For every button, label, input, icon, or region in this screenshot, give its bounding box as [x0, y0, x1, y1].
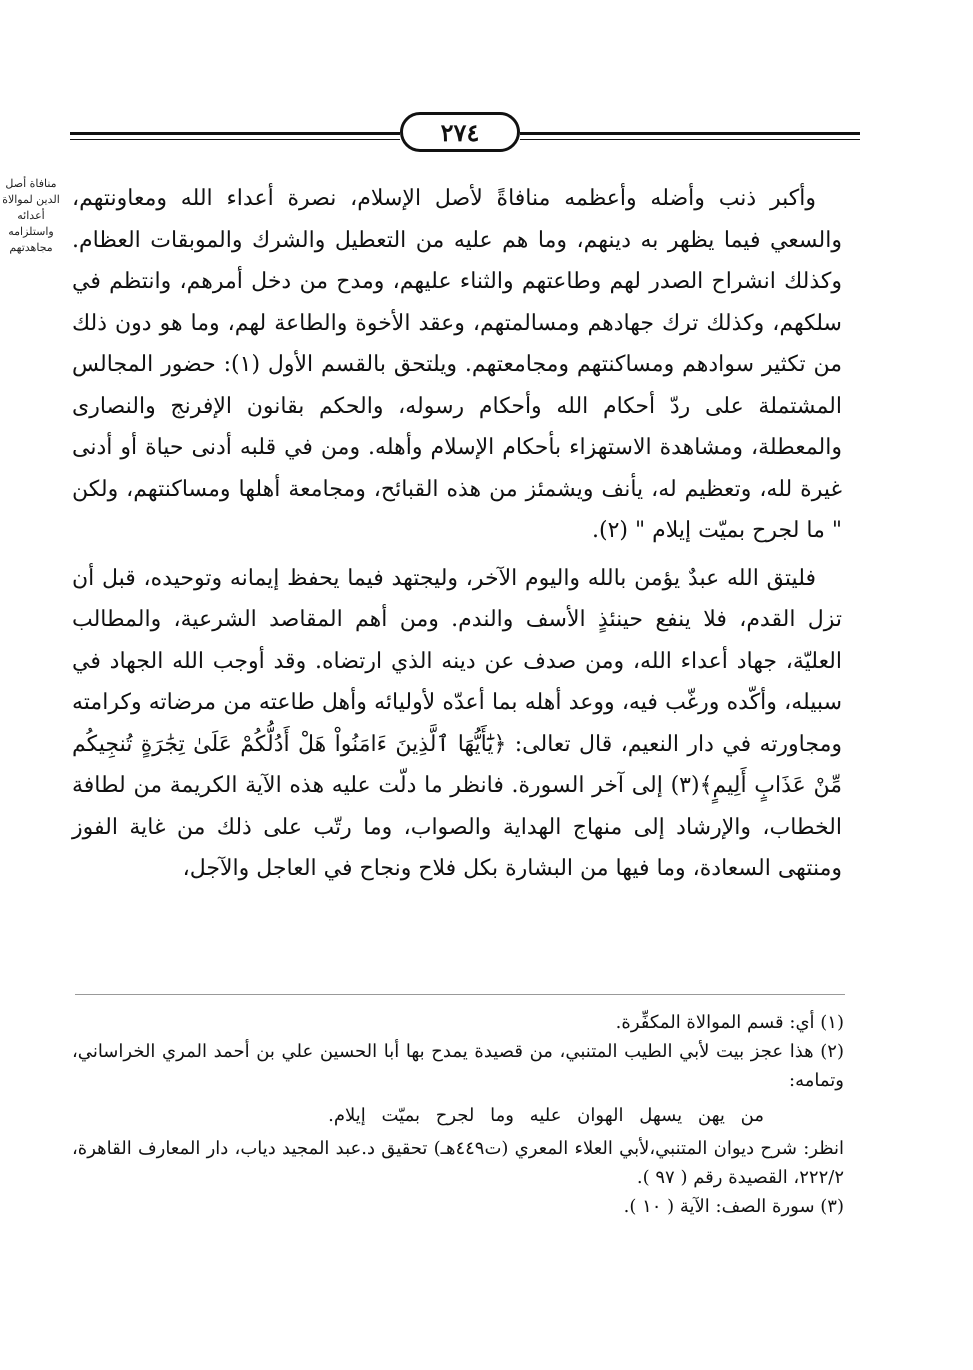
footnote-1: (١) أي: قسم الموالاة المكفِّرة.: [615, 1012, 844, 1033]
header-rule-right: [520, 132, 860, 135]
main-text: [72, 178, 842, 890]
header-rule-right-thin: [520, 139, 860, 140]
footnotes: [72, 1008, 844, 1221]
header-rule-left: [70, 132, 400, 135]
footnote-3: (٣) سورة الصف: الآية ( ١٠ ).: [623, 1196, 844, 1217]
footnote-separator: [75, 994, 845, 995]
header-rule-left-thin: [70, 139, 400, 140]
footnote-source: انظر: شرح ديوان المتنبي،لأبي العلاء المعري (ت٤٤٩هـ) تحقيق د.عبد المجيد دياب، دار المعارف القاهرة، ٢٢٢/٢، القصيدة رقم ( ٩٧ ).: [72, 1138, 845, 1188]
page-header: [70, 112, 860, 158]
paragraph: فليتق الله عبدٌ يؤمن بالله واليوم الآخر، وليجتهد فيما يحفظ إيمانه وتوحيده، قبل أن تزل القدم، فلا ينفع حينئذٍ الأسف والندم. ومن أهم المقاصد الشرعية، والمطالب العليّة، جهاد أعداء الله، ومن صدف عن دينه الذي ارتضاه. وقد أوجب الله الجهاد في سبيله، وأكّده ورغّب فيه، ووعد أهله بما أعدّه لأوليائه وأهل طاعته من مرضاته وكرامته ومجاورته في دار النعيم، قال تعالى: ﴿يَٰٓأَيُّهَا ٱلَّذِينَ ءَامَنُواْ هَلْ أَدُلُّكُمْ عَلَىٰ تِجَٰرَةٍ تُنجِيكُم مِّنْ عَذَابٍ أَلِيمٍ﴾(٣) إلى آخر السورة. فانظر ما دلّت عليه هذه الآية الكريمة من لطافة الخطاب، والإرشاد إلى منهاج الهداية والصواب، وما رتّب على ذلك من غاية الفوز ومنتهى السعادة، وما فيها من البشارة بكل فلاح ونجاح في العاجل والآجل،: [72, 565, 842, 881]
paragraph: وأكبر ذنب وأضله وأعظمه منافاةً لأصل الإسلام، نصرة أعداء الله ومعاونتهم، والسعي فيما يظهر به دينهم، وما هم عليه من التعطيل والشرك والموبقات العظام. وكذلك انشراح الصدر لهم وطاعتهم والثناء عليهم، ومدح من دخل أمرهم، وانتظم في سلكهم، وكذلك ترك جهادهم ومسالمتهم، وعقد الأخوة والطاعة لهم، وما هو دون ذلك من تكثير سوادهم ومساكنتهم ومجامعتهم. ويلتحق بالقسم الأول (١): حضور المجالس المشتملة على ردّ أحكام الله وأحكام رسوله، والحكم بقانون الإفرنج والنصارى والمعطلة، ومشاهدة الاستهزاء بأحكام الإسلام وأهله. ومن في قلبه أدنى حياة أو أدنى غيرة لله، وتعظيم له، يأنف ويشمئز من هذه القبائح، ومجامعة أهلها ومساكنتهم، ولكن " ما لجرح بميّت إيلام " (٢).: [72, 186, 842, 543]
footnote-2: (٢) هذا عجز بيت لأبي الطيب المتنبي، من قصيدة يمدح بها أبا الحسين علي بن أحمد المري الخراساني، وتمامه:: [72, 1041, 844, 1091]
margin-note: منافاة أصل الدين لموالاة أعدائه واستلزامه مجاهدتهم: [2, 177, 60, 254]
poem-verse: من يهن يسهل الهوان عليه وما لجرح بميّت إيلام.: [328, 1105, 764, 1126]
page-number: ٢٧٤: [400, 112, 520, 152]
